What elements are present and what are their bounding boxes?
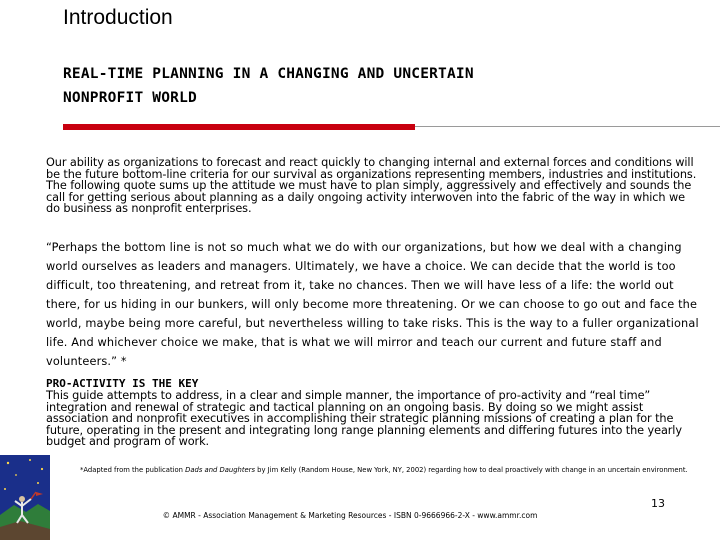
subtitle-line-2: NONPROFIT WORLD [63,90,197,106]
logo-star [41,468,43,470]
logo-star [4,488,6,490]
footnote-suffix: by Jim Kelly (Random House, New York, NY, 2002) regarding how to deal proactively with change in an uncertain environment. [255,466,688,474]
intro-paragraph: Our ability as organizations to forecast and react quickly to changing internal and external forces and conditions will be the future bottom-line criteria for our survival as organizations representing members, industries and institutions. The following quote sums up the attitude we must have to plan simply, aggressively and effectively and sounds the call for getting serious about planning as a daily ongoing activity interwoven into the fabric of the way in which we do business as nonprofit enterprises. [46,156,697,215]
logo-star [15,474,17,476]
slide-subtitle [63,62,683,110]
subtitle-line-1: REAL-TIME PLANNING IN A CHANGING AND UNCERTAIN [63,66,474,82]
logo-star [37,482,39,484]
footnote [46,465,706,475]
logo-figure-head [19,496,25,502]
logo-star [7,462,9,464]
footer-copyright: © AMMR - Association Management & Marketing Resources - ISBN 0-9666966-2-X - www.ammr.com [162,511,538,520]
section-heading: PRO-ACTIVITY IS THE KEY [46,377,199,390]
adventurer-logo [0,455,50,540]
logo-graphic [0,455,50,540]
quote-paragraph: “Perhaps the bottom line is not so much what we do with our organizations, but how we deal with a changing world ourselves as leaders and managers. Ultimately, we have a choice. We can decide that the world is too difficult, too threatening, and retreat from it, take no chances. Then we will have less of a life: the world out there, for us hiding in our bunkers, will only become more threatening. Or we can choose to go out and face the world, maybe being more careful, but nevertheless willing to take risks. This is the way to a fuller organizational life. And whichever choice we make, that is what we will mirror and teach our current and future staff and volunteers.” * [46,241,699,368]
logo-star [29,459,31,461]
accent-rule [63,124,415,130]
page-number: 13 [651,497,665,510]
divider-rule [415,126,720,127]
footnote-prefix: *Adapted from the publication [80,466,186,474]
footnote-book-title: Dads and Daughters [185,466,256,474]
slide-title: Introduction [63,6,173,29]
proactivity-paragraph: This guide attempts to address, in a clear and simple manner, the importance of pro-activity and “real time” integration and renewal of strategic and tactical planning on an ongoing basis. By doing so we might assist association and nonprofit executives in accomplishing their strategic planning missions of creating a plan for the future, operating in the present and integrating long range planning elements and differing futures into the yearly budget and program of work. [46,389,682,448]
